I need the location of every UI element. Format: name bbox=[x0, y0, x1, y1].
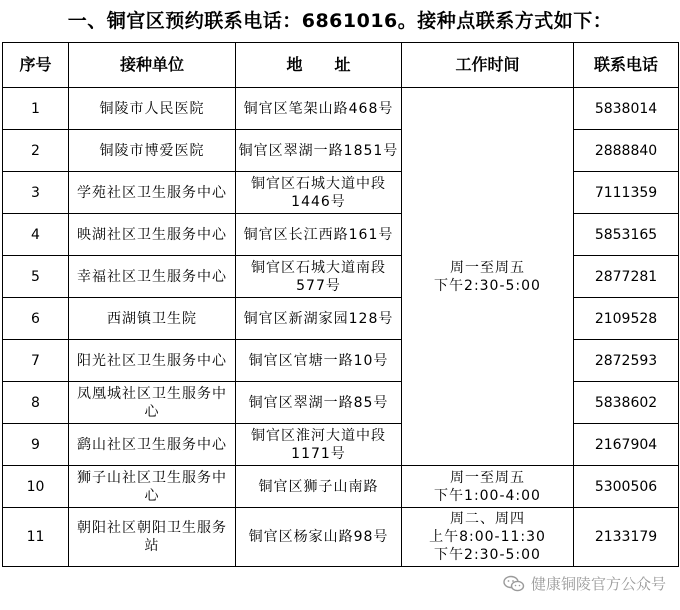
table-row bbox=[3, 256, 679, 298]
row-unit: 狮子山社区卫生服务中心 bbox=[69, 466, 236, 508]
row-no: 2 bbox=[3, 130, 69, 172]
row-address: 铜官区杨家山路98号 bbox=[236, 508, 402, 567]
table-row bbox=[3, 298, 679, 340]
row-unit: 朝阳社区朝阳卫生服务站 bbox=[69, 508, 236, 567]
table-row bbox=[3, 424, 679, 466]
row-phone: 5853165 bbox=[574, 214, 679, 256]
row-unit: 阳光社区卫生服务中心 bbox=[69, 340, 236, 382]
row-address: 铜官区长江西路161号 bbox=[236, 214, 402, 256]
row-phone: 5300506 bbox=[574, 466, 679, 508]
row-no: 8 bbox=[3, 382, 69, 424]
row-phone: 2167904 bbox=[574, 424, 679, 466]
row-address: 铜官区淮河大道中段1171号 bbox=[236, 424, 402, 466]
table-row bbox=[3, 88, 679, 130]
row-no: 3 bbox=[3, 172, 69, 214]
row-address: 铜官区石城大道南段577号 bbox=[236, 256, 402, 298]
header-phone: 联系电话 bbox=[574, 43, 679, 88]
header-unit: 接种单位 bbox=[69, 43, 236, 88]
table-row bbox=[3, 340, 679, 382]
wechat-icon bbox=[503, 575, 525, 593]
row-address: 铜官区笔架山路468号 bbox=[236, 88, 402, 130]
row-no: 5 bbox=[3, 256, 69, 298]
table-row bbox=[3, 466, 679, 508]
row-phone: 2109528 bbox=[574, 298, 679, 340]
row-phone: 7111359 bbox=[574, 172, 679, 214]
watermark-text: 健康铜陵官方公众号 bbox=[530, 575, 666, 593]
row-phone: 2872593 bbox=[574, 340, 679, 382]
header-hours: 工作时间 bbox=[402, 43, 574, 88]
row-no: 7 bbox=[3, 340, 69, 382]
row-unit: 西湖镇卫生院 bbox=[69, 298, 236, 340]
row-unit: 映湖社区卫生服务中心 bbox=[69, 214, 236, 256]
row-no: 10 bbox=[3, 466, 69, 508]
row-unit: 学苑社区卫生服务中心 bbox=[69, 172, 236, 214]
row-phone: 2888840 bbox=[574, 130, 679, 172]
row-phone: 5838014 bbox=[574, 88, 679, 130]
row-hours: 周一至周五 下午1:00-4:00 bbox=[402, 466, 574, 508]
row-address: 铜官区翠湖一路85号 bbox=[236, 382, 402, 424]
row-unit: 凤凰城社区卫生服务中心 bbox=[69, 382, 236, 424]
table-row bbox=[3, 214, 679, 256]
row-no: 1 bbox=[3, 88, 69, 130]
table-row bbox=[3, 382, 679, 424]
row-unit: 铜陵市人民医院 bbox=[69, 88, 236, 130]
row-phone: 5838602 bbox=[574, 382, 679, 424]
watermark bbox=[503, 573, 666, 594]
header-address: 地 址 bbox=[236, 43, 402, 88]
table-row bbox=[3, 130, 679, 172]
row-unit: 铜陵市博爱医院 bbox=[69, 130, 236, 172]
row-phone: 2133179 bbox=[574, 508, 679, 567]
table-header-row bbox=[3, 43, 679, 88]
page-title: 一、铜官区预约联系电话：6861016。接种点联系方式如下： bbox=[67, 10, 613, 32]
row-address: 铜官区官塘一路10号 bbox=[236, 340, 402, 382]
row-address: 铜官区石城大道中段1446号 bbox=[236, 172, 402, 214]
row-address: 铜官区新湖家园128号 bbox=[236, 298, 402, 340]
header-no: 序号 bbox=[3, 43, 69, 88]
row-hours: 周二、周四 上午8:00-11:30 下午2:30-5:00 bbox=[402, 508, 574, 567]
row-hours: 周一至周五 下午2:30-5:00 bbox=[402, 88, 574, 466]
table-row bbox=[3, 172, 679, 214]
row-address: 铜官区翠湖一路1851号 bbox=[236, 130, 402, 172]
table-row bbox=[3, 508, 679, 567]
row-phone: 2877281 bbox=[574, 256, 679, 298]
row-unit: 幸福社区卫生服务中心 bbox=[69, 256, 236, 298]
row-no: 9 bbox=[3, 424, 69, 466]
row-no: 6 bbox=[3, 298, 69, 340]
row-no: 4 bbox=[3, 214, 69, 256]
vaccination-sites-table bbox=[2, 42, 679, 567]
row-unit: 鹞山社区卫生服务中心 bbox=[69, 424, 236, 466]
row-no: 11 bbox=[3, 508, 69, 567]
row-address: 铜官区狮子山南路 bbox=[236, 466, 402, 508]
